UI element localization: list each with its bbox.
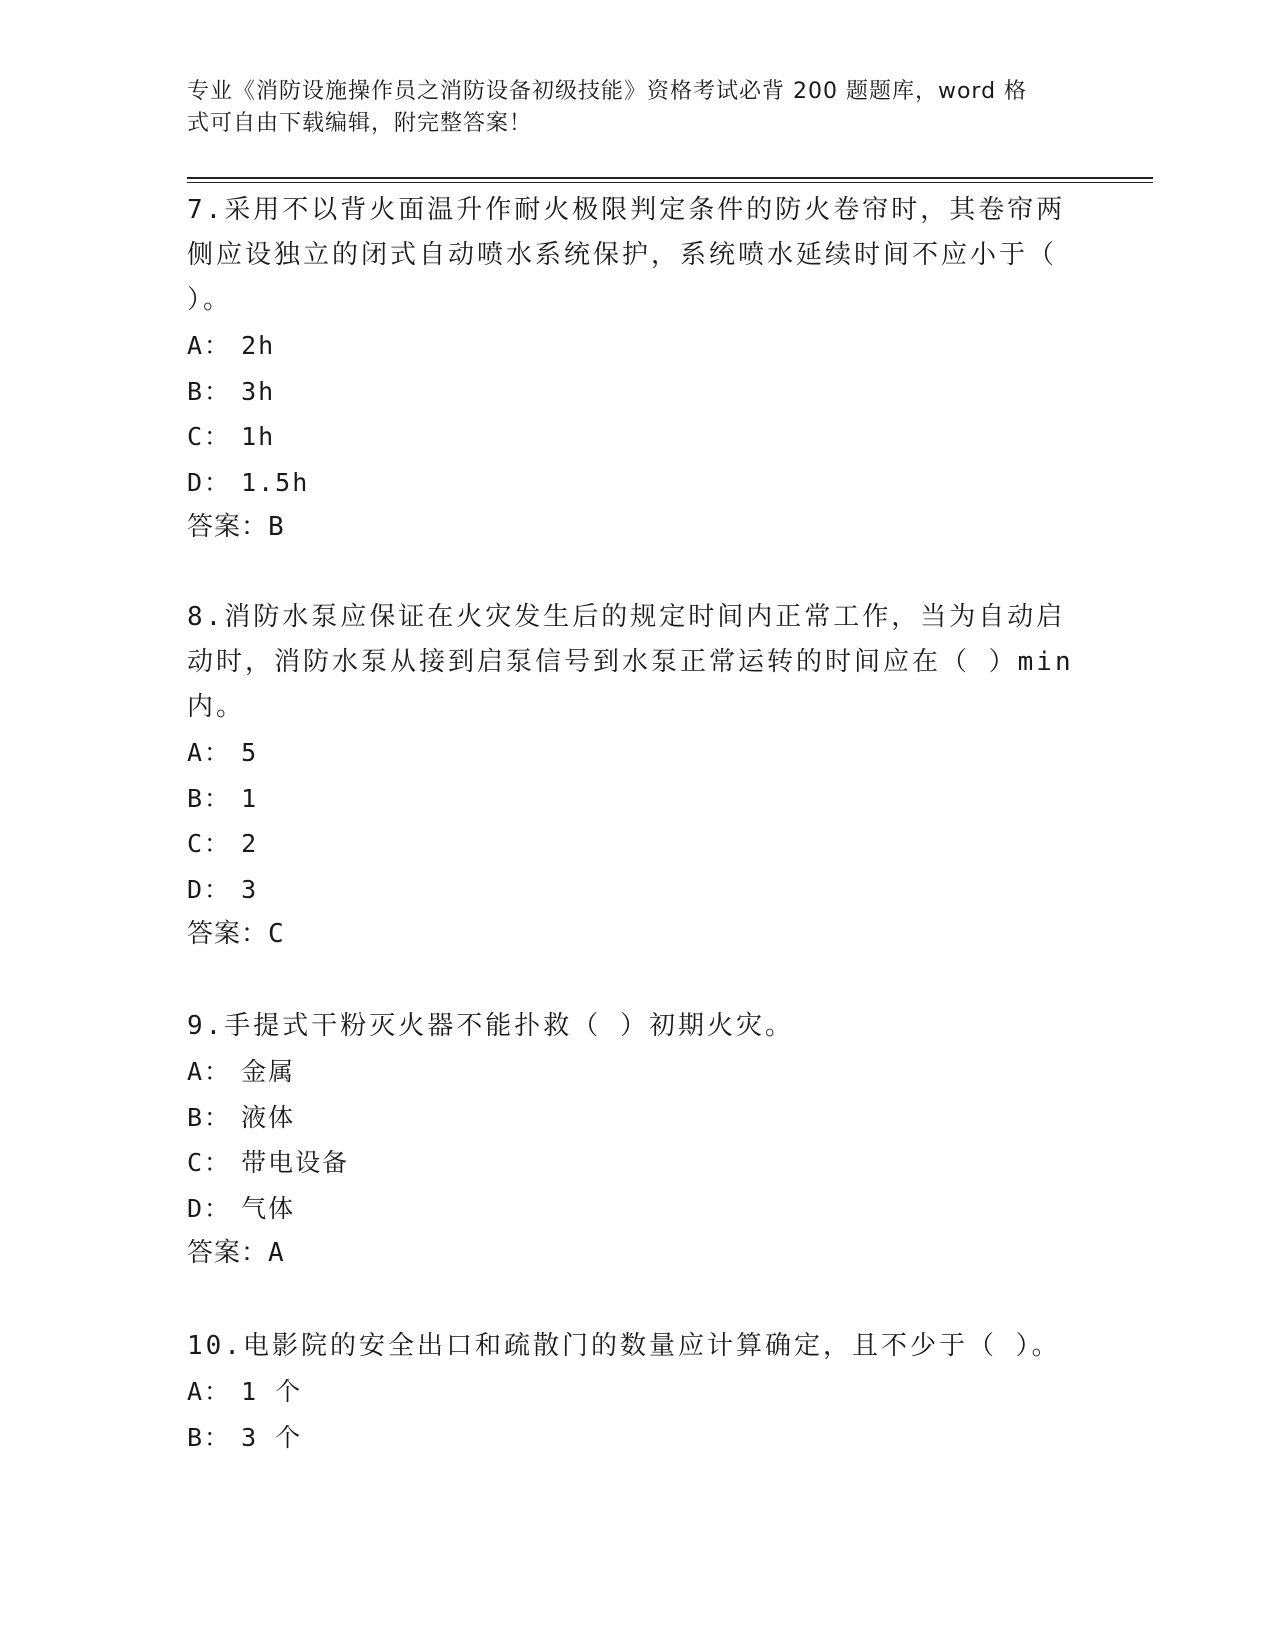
- answer-line: [187, 505, 1077, 550]
- option-text: 1 个: [241, 1377, 303, 1406]
- option-c: [187, 414, 1077, 460]
- option-label: B：: [187, 1422, 232, 1452]
- option-b: [187, 776, 1077, 822]
- option-c: [187, 821, 1077, 867]
- header-divider-thin: [187, 182, 1153, 183]
- option-label: B：: [187, 376, 232, 406]
- option-a: [187, 1369, 1077, 1415]
- question-stem-line: 9.手提式干粉灭火器不能扑救（ ）初期火灾。: [187, 1011, 794, 1041]
- option-text: 2h: [241, 331, 276, 360]
- option-label: B：: [187, 783, 232, 813]
- header-line-1: 专业《消防设施操作员之消防设备初级技能》资格考试必背 200 题题库，word 格: [187, 79, 1028, 104]
- option-label: D：: [187, 467, 232, 497]
- option-a: [187, 323, 1077, 369]
- question-stem-line: 动时，消防水泵从接到启泵信号到水泵正常运转的时间应在（ ）min: [187, 647, 1074, 677]
- option-label: A：: [187, 738, 232, 767]
- option-a: [187, 730, 1077, 776]
- option-label: B：: [187, 1102, 232, 1132]
- option-d: [187, 1186, 1077, 1232]
- option-label: D：: [187, 874, 232, 904]
- option-text: 3: [241, 874, 259, 904]
- option-text: 液体: [241, 1102, 296, 1132]
- option-text: 带电设备: [241, 1148, 350, 1177]
- question-stem-line: 8.消防水泵应保证在火灾发生后的规定时间内正常工作，当为自动启: [187, 602, 1066, 632]
- option-label: D：: [187, 1193, 232, 1223]
- answer-value: C: [268, 919, 285, 949]
- option-label: C：: [187, 1148, 232, 1177]
- option-b: [187, 369, 1077, 415]
- option-label: C：: [187, 422, 232, 451]
- question-7: [187, 188, 1077, 550]
- answer-label: 答案：: [187, 512, 269, 542]
- option-text: 1: [241, 783, 259, 813]
- option-d: [187, 460, 1077, 506]
- option-text: 气体: [241, 1193, 296, 1223]
- option-label: A：: [187, 1377, 232, 1406]
- answer-label: 答案：: [187, 1238, 269, 1268]
- question-9: [187, 1004, 1077, 1276]
- option-d: [187, 867, 1077, 913]
- answer-value: A: [268, 1238, 285, 1268]
- option-a: [187, 1049, 1077, 1095]
- answer-line: [187, 1231, 1077, 1276]
- question-stem-line: ）。: [187, 285, 233, 315]
- question-stem-line: 侧应设独立的闭式自动喷水系统保护，系统喷水延续时间不应小于（: [187, 240, 1058, 270]
- option-text: 1.5h: [241, 467, 310, 497]
- option-b: [187, 1415, 1077, 1461]
- option-text: 3 个: [241, 1422, 303, 1452]
- question-stem-line: 内。: [187, 692, 246, 722]
- option-text: 3h: [241, 376, 276, 406]
- question-stem-line: 10.电影院的安全出口和疏散门的数量应计算确定，且不少于（ ）。: [187, 1331, 1061, 1361]
- answer-label: 答案：: [187, 919, 269, 949]
- question-stem-line: 7.采用不以背火面温升作耐火极限判定条件的防火卷帘时，其卷帘两: [187, 195, 1066, 225]
- option-text: 1h: [241, 422, 276, 451]
- option-label: C：: [187, 829, 232, 858]
- option-b: [187, 1095, 1077, 1141]
- header-line-2: 式可自由下载编辑，附完整答案！: [187, 111, 533, 136]
- option-label: A：: [187, 1057, 232, 1086]
- option-text: 金属: [241, 1057, 296, 1086]
- answer-value: B: [268, 512, 285, 542]
- option-text: 2: [241, 829, 259, 858]
- option-text: 5: [241, 738, 259, 767]
- header-divider-thick: [187, 177, 1153, 179]
- question-8: [187, 595, 1077, 957]
- document-header: [187, 76, 1067, 140]
- option-label: A：: [187, 331, 232, 360]
- answer-line: [187, 912, 1077, 957]
- question-10: [187, 1324, 1077, 1460]
- option-c: [187, 1140, 1077, 1186]
